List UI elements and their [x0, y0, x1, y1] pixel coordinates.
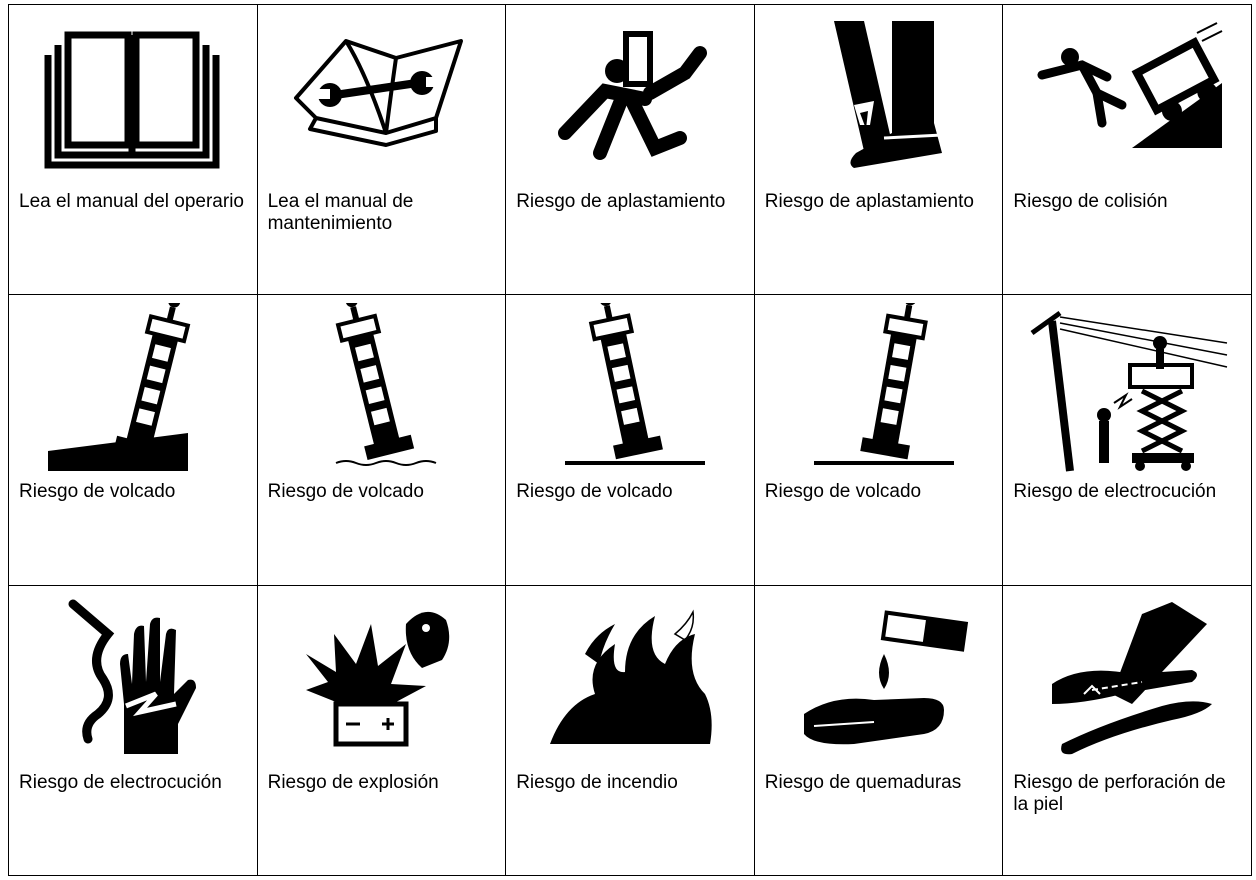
- crushing-fall-icon: [525, 13, 735, 183]
- symbol-cell: [9, 586, 258, 876]
- tipover-slope-icon: [28, 303, 238, 473]
- symbol-cell: [9, 295, 258, 585]
- fire-icon: [525, 594, 735, 764]
- symbol-label: Riesgo de aplastamiento: [516, 191, 726, 212]
- symbol-cell: [1003, 5, 1252, 295]
- symbol-label: Riesgo de volcado: [19, 481, 176, 503]
- symbol-label: Riesgo de electrocución: [1013, 481, 1217, 503]
- symbol-cell: [1003, 586, 1252, 876]
- burn-icon: [774, 594, 984, 764]
- book-icon: [28, 13, 238, 183]
- symbol-label: Riesgo de incendio: [516, 771, 678, 793]
- tipover-soft-ground-icon: [276, 303, 486, 473]
- symbol-label: Riesgo de volcado: [267, 481, 424, 503]
- collision-icon: [1022, 13, 1232, 183]
- electrocution-lines-icon: [1022, 303, 1232, 473]
- crushing-foot-icon: [774, 13, 984, 183]
- symbol-cell: [755, 295, 1004, 585]
- skin-puncture-icon: [1022, 594, 1232, 764]
- symbol-label: Riesgo de volcado: [764, 481, 922, 503]
- wrench-manual-icon: [276, 13, 486, 183]
- symbol-cell: [506, 295, 755, 585]
- symbol-label: Riesgo de quemaduras: [764, 771, 962, 793]
- symbol-cell: [9, 5, 258, 295]
- safety-symbol-table: [8, 4, 1252, 876]
- symbol-cell: [1003, 295, 1252, 585]
- symbol-cell: [755, 5, 1004, 295]
- symbol-label: Lea el manual de mantenimiento: [267, 191, 414, 234]
- symbol-label: Riesgo de colisión: [1013, 191, 1168, 212]
- symbol-label: Riesgo de perforación de la piel: [1013, 771, 1226, 815]
- tipover-icon: [525, 303, 735, 473]
- symbol-label: Lea el manual del operario: [19, 191, 244, 212]
- symbol-label: Riesgo de aplastamiento: [764, 191, 974, 212]
- electrocution-hand-icon: [28, 594, 238, 764]
- symbol-cell: [258, 295, 507, 585]
- tipover-wind-icon: [774, 303, 984, 473]
- symbol-label: Riesgo de volcado: [516, 481, 673, 503]
- explosion-icon: [276, 594, 486, 764]
- symbol-cell: [258, 586, 507, 876]
- symbol-cell: [258, 5, 507, 295]
- symbol-cell: [755, 586, 1004, 876]
- symbol-label: Riesgo de electrocución: [19, 771, 222, 793]
- symbol-cell: [506, 586, 755, 876]
- symbol-label: Riesgo de explosión: [267, 771, 439, 793]
- symbol-cell: [506, 5, 755, 295]
